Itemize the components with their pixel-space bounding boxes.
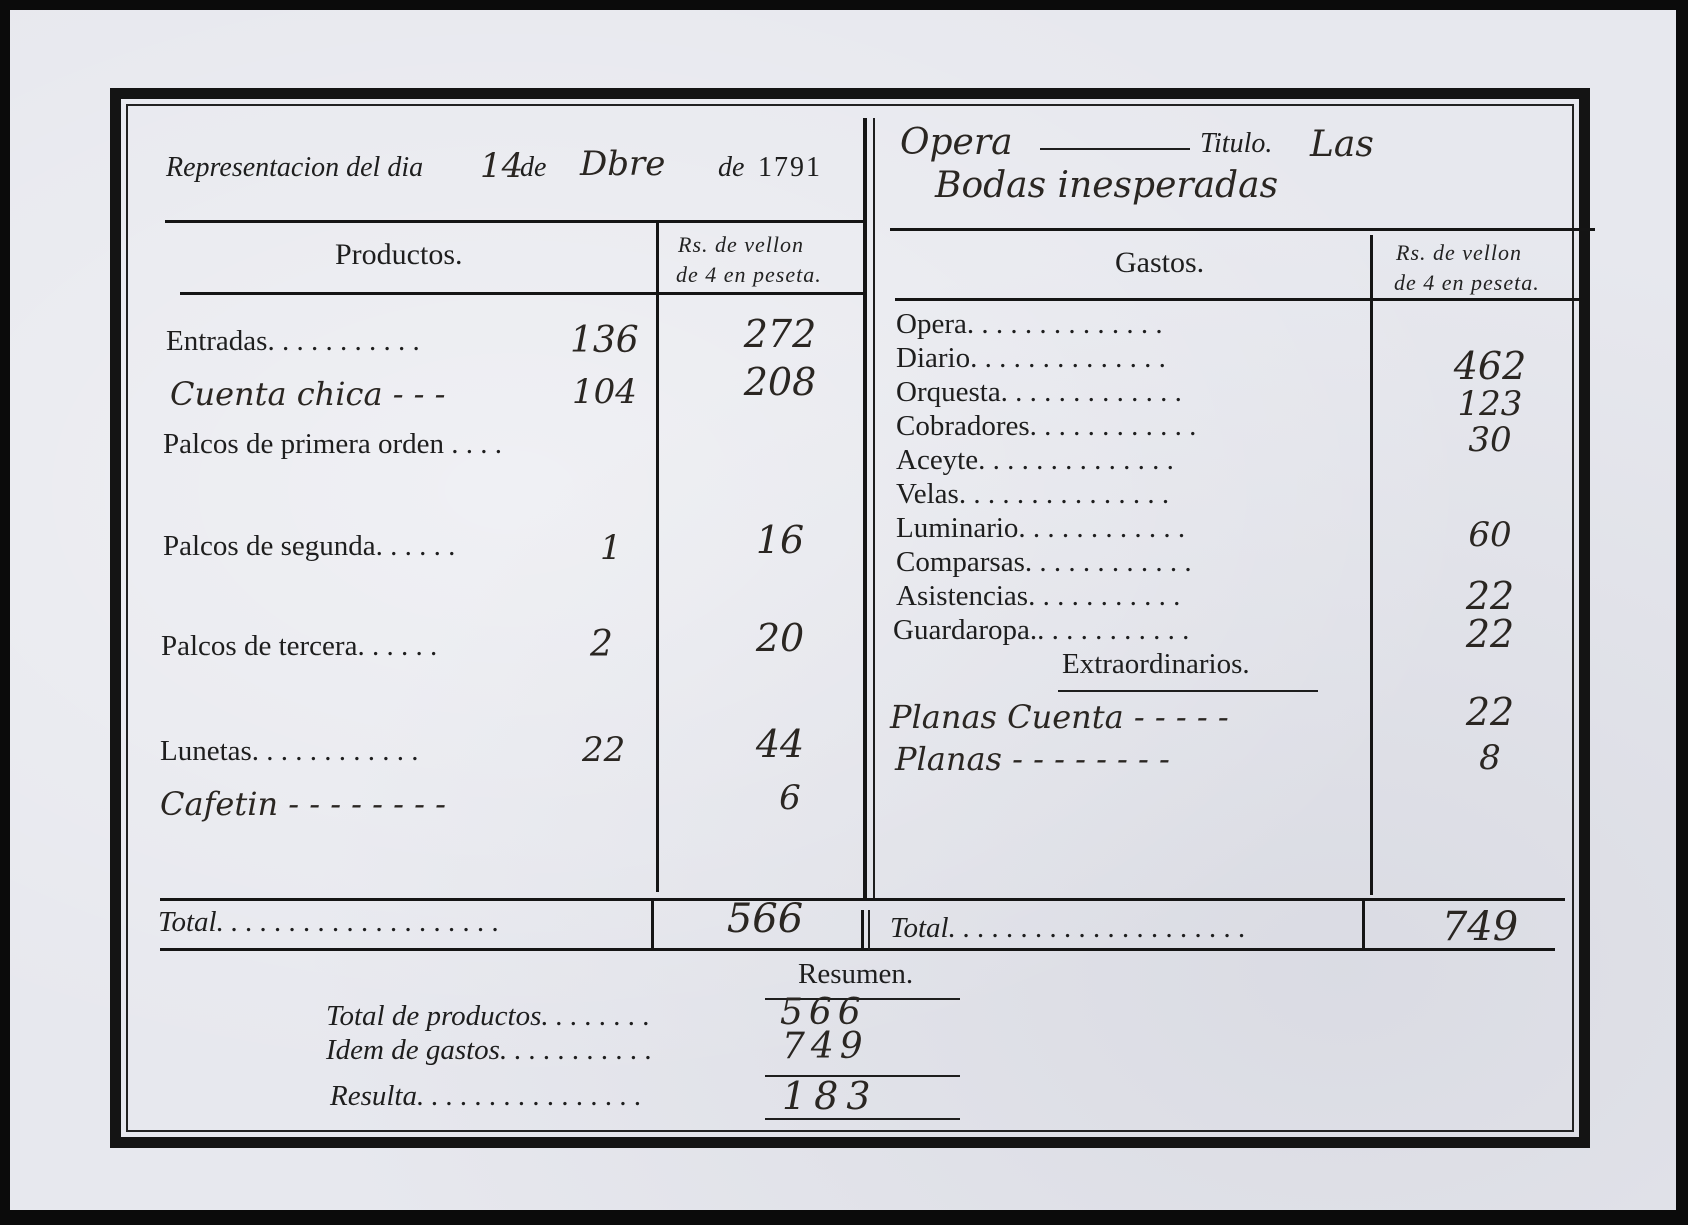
- row-lunetas-value: 44: [755, 722, 805, 766]
- resumen-resulta-label: Resulta. . . . . . . . . . . . . . . .: [330, 1080, 642, 1112]
- row-palcos-tercera-value: 20: [755, 616, 805, 660]
- left-rs-header-2: de 4 en peseta.: [676, 262, 822, 287]
- row-lunetas-count: 22: [582, 730, 626, 770]
- row-cuenta-chica-value: 208: [743, 360, 817, 404]
- row-diario-label: Diario. . . . . . . . . . . . . .: [896, 342, 1166, 374]
- resumen-resulta-value: 183: [782, 1074, 879, 1118]
- totals-bottom-rule: [160, 948, 1555, 951]
- row-extra-2-label: Planas - - - - - - - -: [895, 740, 1170, 778]
- dia-value: 14: [480, 146, 524, 186]
- genre-value: Opera: [900, 122, 1013, 163]
- row-extra-1-value: 22: [1465, 690, 1515, 734]
- row-cobradores-label: Cobradores. . . . . . . . . . . .: [896, 410, 1197, 442]
- row-entradas-value: 272: [743, 312, 817, 356]
- representacion-label: Representacion del dia: [166, 152, 424, 183]
- row-entradas-count: 136: [570, 320, 639, 361]
- row-extra-1-label: Planas Cuenta - - - - -: [890, 698, 1229, 736]
- row-luminario-label: Luminario. . . . . . . . . . . .: [896, 512, 1186, 544]
- row-cobradores-value: 30: [1468, 420, 1512, 460]
- left-rs-header-1: Rs. de vellon: [678, 232, 805, 257]
- row-asistencias-label: Asistencias. . . . . . . . . . .: [896, 580, 1181, 612]
- left-total-value: 566: [726, 896, 804, 942]
- row-luminario-value: 60: [1468, 515, 1512, 555]
- resumen-productos-label: Total de productos. . . . . . . .: [326, 1000, 651, 1032]
- mes-value: Dbre: [580, 144, 666, 184]
- row-aceyte-label: Aceyte. . . . . . . . . . . . . .: [896, 444, 1174, 476]
- row-diario-value: 462: [1453, 344, 1527, 388]
- row-palcos-segunda-label: Palcos de segunda. . . . . .: [163, 530, 456, 562]
- row-cafetin-label: Cafetin - - - - - - - -: [160, 785, 446, 823]
- extraordinarios-underline: [1058, 690, 1318, 692]
- row-guardaropa-value: 22: [1465, 612, 1515, 656]
- row-palcos-segunda-count: 1: [600, 528, 622, 568]
- row-cuenta-chica-count: 104: [572, 372, 637, 412]
- left-total-label: Total. . . . . . . . . . . . . . . . . . . .: [158, 906, 500, 938]
- row-entradas-label: Entradas. . . . . . . . . . .: [166, 325, 420, 357]
- totals-right-value-divider: [1362, 900, 1365, 948]
- gastos-header: Gastos.: [1115, 246, 1205, 279]
- row-opera-label: Opera. . . . . . . . . . . . . .: [896, 308, 1163, 340]
- right-total-value: 749: [1441, 904, 1519, 950]
- totals-left-value-divider: [651, 900, 654, 948]
- titulo-label: Titulo.: [1200, 128, 1273, 159]
- totals-center-divider-thin: [868, 910, 870, 950]
- row-orquesta-label: Orquesta. . . . . . . . . . . . .: [896, 376, 1182, 408]
- row-cafetin-value: 6: [779, 778, 801, 818]
- totals-center-divider: [861, 910, 864, 950]
- row-palcos-primera-label: Palcos de primera orden . . . .: [163, 428, 503, 460]
- row-asistencias-value: 22: [1465, 574, 1515, 618]
- row-velas-label: Velas. . . . . . . . . . . . . . .: [896, 478, 1170, 510]
- resumen-gastos-label: Idem de gastos. . . . . . . . . . .: [326, 1034, 653, 1066]
- left-header-top-rule: [165, 220, 863, 223]
- left-header-bottom-rule: [180, 292, 863, 295]
- right-rs-header-2: de 4 en peseta.: [1394, 270, 1540, 295]
- left-value-column-divider: [656, 222, 659, 892]
- row-palcos-tercera-count: 2: [590, 624, 613, 665]
- resumen-result-rule: [765, 1118, 960, 1120]
- resumen-gastos-value: 749: [782, 1026, 869, 1067]
- totals-top-rule: [160, 898, 1565, 901]
- right-rs-header-1: Rs. de vellon: [1396, 240, 1523, 265]
- right-header-top-rule: [890, 228, 1595, 231]
- year-value: 1791: [758, 152, 822, 183]
- title-value-line1: Las: [1310, 124, 1374, 165]
- title-value-line2: Bodas inesperadas: [935, 165, 1279, 206]
- row-cuenta-chica-label: Cuenta chica - - -: [170, 375, 446, 413]
- row-orquesta-value: 123: [1457, 384, 1523, 424]
- row-palcos-segunda-value: 16: [755, 518, 805, 562]
- genre-underline: [1040, 148, 1190, 150]
- row-palcos-tercera-label: Palcos de tercera. . . . . .: [161, 630, 438, 662]
- row-comparsas-label: Comparsas. . . . . . . . . . . .: [896, 546, 1192, 578]
- resumen-title: Resumen.: [798, 958, 914, 990]
- row-extra-2-value: 8: [1479, 738, 1501, 778]
- productos-header: Productos.: [335, 238, 463, 271]
- extraordinarios-header: Extraordinarios.: [1062, 648, 1250, 680]
- de2-label: de: [718, 152, 745, 183]
- right-header-bottom-rule: [895, 298, 1580, 301]
- resumen-productos-value: 566: [780, 992, 867, 1033]
- row-lunetas-label: Lunetas. . . . . . . . . . . .: [160, 735, 419, 767]
- de-label: de: [520, 152, 547, 183]
- row-guardaropa-label: Guardaropa.. . . . . . . . . . .: [893, 614, 1190, 646]
- right-total-label: Total. . . . . . . . . . . . . . . . . . . . .: [890, 912, 1246, 944]
- right-value-column-divider: [1370, 235, 1373, 895]
